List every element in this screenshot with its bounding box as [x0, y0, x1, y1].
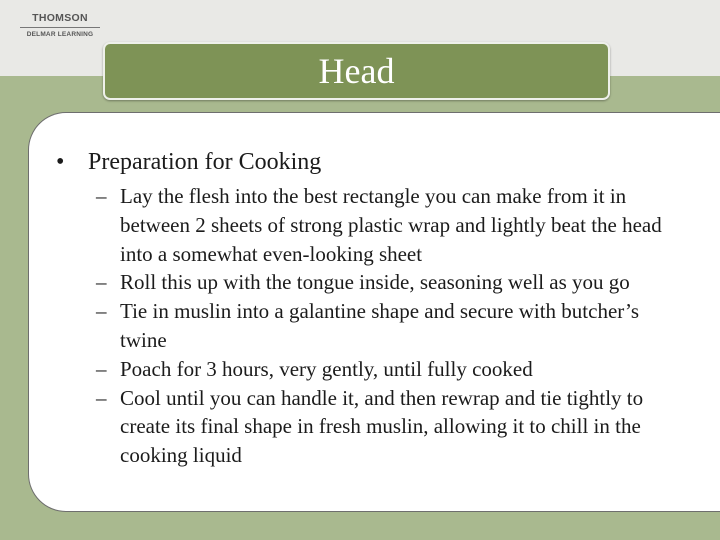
list-item	[96, 384, 666, 470]
list-item-text: Poach for 3 hours, very gently, until fully cooked	[120, 356, 533, 381]
step-list	[96, 182, 666, 470]
slide-title: Head	[318, 51, 395, 91]
bullet-heading: Preparation for Cooking	[88, 149, 322, 175]
list-item	[96, 355, 666, 384]
logo-top-text: THOMSON	[32, 12, 88, 24]
dash-marker: –	[96, 270, 107, 295]
publisher-logo	[16, 12, 104, 39]
dash-marker: –	[96, 299, 107, 324]
bullet-marker: •	[56, 149, 65, 175]
dash-marker: –	[96, 356, 107, 381]
list-item-text: Lay the flesh into the best rectangle you can make from it in between 2 sheets of strong plastic wrap and lightly beat the head into a somewhat even-looking sheet	[120, 184, 662, 266]
list-item	[96, 268, 666, 297]
logo-bottom-text: DELMAR LEARNING	[26, 31, 94, 38]
list-item-text: Cool until you can handle it, and then rewrap and tie tightly to create its final shape in fresh muslin, allowing it to chill in the cooking liquid	[120, 385, 644, 468]
dash-marker: –	[96, 385, 107, 410]
list-item	[96, 182, 666, 268]
logo-divider	[20, 27, 100, 28]
slide-title-box	[103, 42, 610, 100]
list-item-text: Tie in muslin into a galantine shape and secure with butcher’s twine	[120, 299, 640, 352]
dash-marker: –	[96, 184, 107, 208]
list-item	[96, 297, 666, 355]
list-item-text: Roll this up with the tongue inside, seasoning well as you go	[120, 270, 630, 295]
